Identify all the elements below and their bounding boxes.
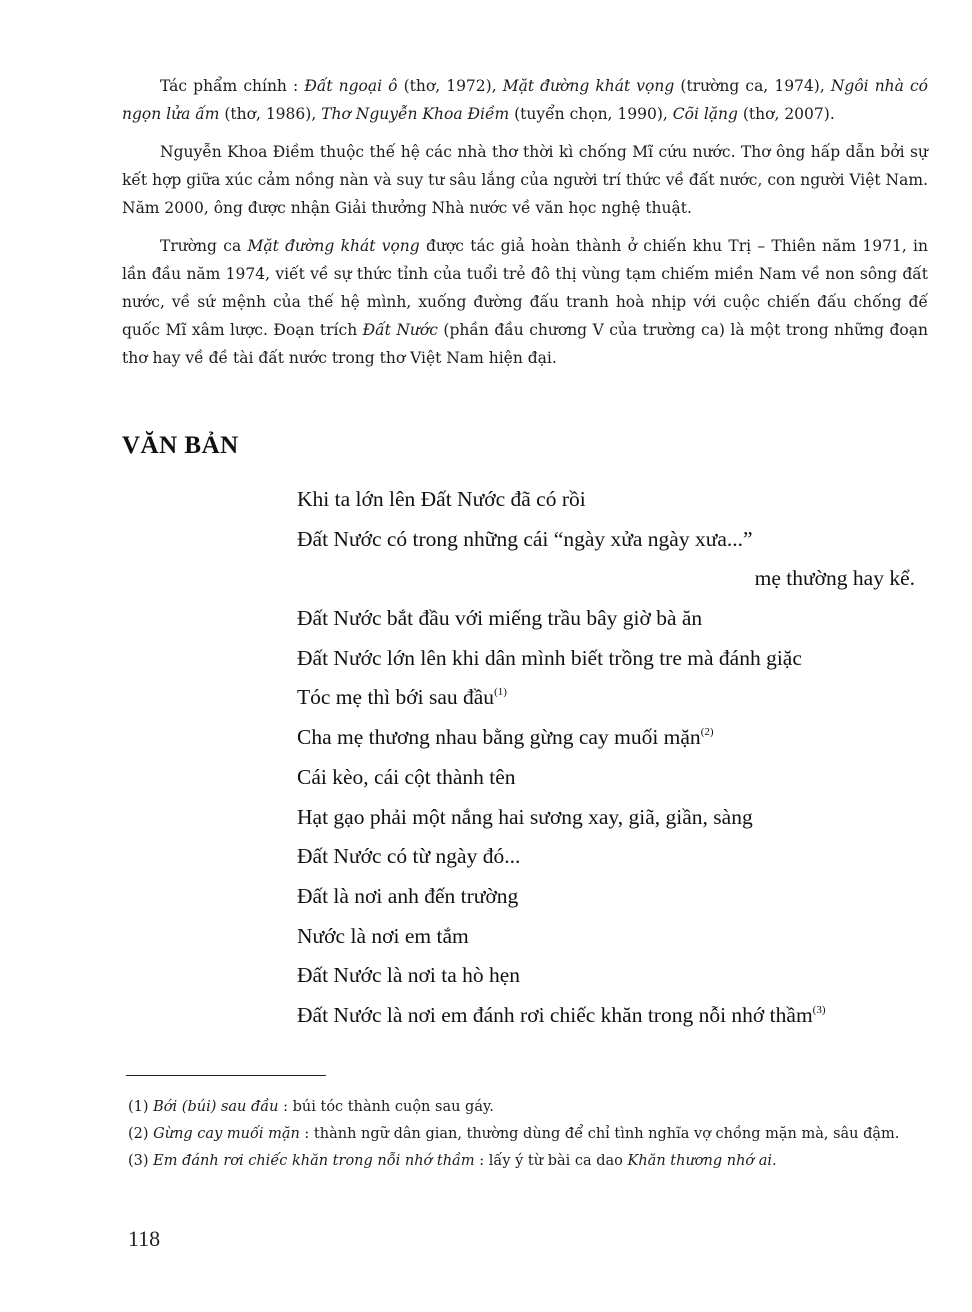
footnote-term: Gừng cay muối mặn <box>153 1126 300 1142</box>
text-run: (thơ, 1986), <box>219 105 322 123</box>
text-run: (phần đầu chương V của trường ca) là một trong những đoạn thơ hay về đề tài đất nước trong thơ Việt Nam hiện đại. <box>122 321 928 367</box>
text-run: Tác phẩm chính : <box>160 77 305 95</box>
footnote-divider <box>126 1075 326 1076</box>
footnote-term: Em đánh rơi chiếc khăn trong nỗi nhớ thầm <box>153 1153 475 1169</box>
poem-line: Đất là nơi anh đến trường <box>297 883 519 908</box>
footnote-mark: (2) <box>700 726 714 739</box>
epic-description-paragraph <box>122 232 928 372</box>
poem-line: Cái kèo, cái cột thành tên <box>297 764 516 789</box>
poem-line: Đất Nước là nơi ta hò hẹn <box>297 963 521 988</box>
poem-line-text: Tóc mẹ thì bới sau đầu <box>297 685 495 710</box>
footnote-mark: (1) <box>494 686 507 699</box>
poem-line: Đất Nước có trong những cái “ngày xửa ngày xưa...” <box>297 526 753 551</box>
poem-line <box>297 718 927 758</box>
work-title: Đất Nước <box>362 321 438 339</box>
poem-line: Đất Nước bắt đầu với miếng trầu bây giờ bà ăn <box>297 606 703 631</box>
text-run: (tuyển chọn, 1990), <box>509 105 673 123</box>
poem-line: Hạt gạo phải một nắng hai sương xay, giã, giần, sàng <box>297 804 753 829</box>
work-title: Mặt đường khát vọng <box>247 237 420 255</box>
footnote-term: Bới (búi) sau đầu <box>153 1099 279 1115</box>
footnote-mark: (3) <box>812 1003 826 1016</box>
work-title: Ngôi nhà có ngọn lửa ấm <box>122 77 929 123</box>
text-run: (trường ca, 1974), <box>674 77 831 95</box>
work-title: Cõi lặng <box>672 105 738 123</box>
author-bio-paragraph: Nguyễn Khoa Điềm thuộc thế hệ các nhà thơ thời kì chống Mĩ cứu nước. Thơ ông hấp dẫn bởi sự kết hợp giữa xúc cảm nồng nàn và suy tư sâu lắng của người trí thức về đất nước, con người Việt Nam. Năm 2000, ông được nhận Giải thưởng Nhà nước về văn học nghệ thuật. <box>122 143 928 217</box>
footnote-number: (1) <box>128 1099 154 1115</box>
poem-line-text: Đất Nước là nơi em đánh rơi chiếc khăn trong nỗi nhớ thầm <box>297 1002 813 1027</box>
footnote-text: . <box>772 1153 777 1169</box>
text-run: (thơ, 2007). <box>737 105 835 123</box>
poem-line: Nước là nơi em tắm <box>297 923 469 948</box>
footnote-item <box>128 1094 932 1121</box>
page-number: 118 <box>128 1226 161 1251</box>
poem-line: Đất Nước có từ ngày đó... <box>297 844 521 869</box>
footnote-text: : thành ngữ dân gian, thường dùng để chỉ tình nghĩa vợ chồng mặn mà, sâu đậm. <box>299 1126 900 1142</box>
text-run: (thơ, 1972), <box>397 77 503 95</box>
section-heading: VĂN BẢN <box>122 432 239 459</box>
work-title: Thơ Nguyễn Khoa Điềm <box>321 105 510 123</box>
work-title: Mặt đường khát vọng <box>502 77 675 95</box>
footnote-number: (3) <box>128 1153 154 1169</box>
poem-line: Khi ta lớn lên Đất Nước đã có rồi <box>297 487 586 511</box>
poem-line: Đất Nước lớn lên khi dân mình biết trồng tre mà đánh giặc <box>297 645 802 670</box>
work-title: Đất ngoại ô <box>304 77 398 95</box>
poem-line <box>297 678 927 718</box>
footnote-number: (2) <box>128 1126 154 1142</box>
poem-text <box>297 480 927 1036</box>
poem-line <box>297 996 927 1036</box>
footnote-text: : búi tóc thành cuộn sau gáy. <box>278 1099 494 1115</box>
author-introduction <box>122 72 928 382</box>
poem-line: mẹ thường hay kể. <box>754 566 915 591</box>
main-works-paragraph <box>122 72 928 128</box>
footnote-item <box>128 1148 932 1175</box>
footnotes <box>128 1094 932 1175</box>
text-run: được tác giả hoàn thành ở chiến khu Trị – Thiên năm 1971, in lần đầu năm 1974, viết về sự thức tỉnh của tuổi trẻ đô thị vùng tạm chiếm miền Nam về non sông đất nước, về sứ mệnh của thế hệ mình, xuống đường đấu tranh hoà nhịp với cuộc chiến đấu chống đế quốc Mĩ xâm lược. Đoạn trích <box>122 237 928 339</box>
text-run: Trường ca <box>160 237 248 255</box>
poem-line-text: Cha mẹ thương nhau bằng gừng cay muối mặn <box>297 725 701 750</box>
footnote-item <box>128 1121 932 1148</box>
footnote-term: Khăn thương nhớ ai <box>627 1153 773 1169</box>
footnote-text: : lấy ý từ bài ca dao <box>474 1153 628 1169</box>
